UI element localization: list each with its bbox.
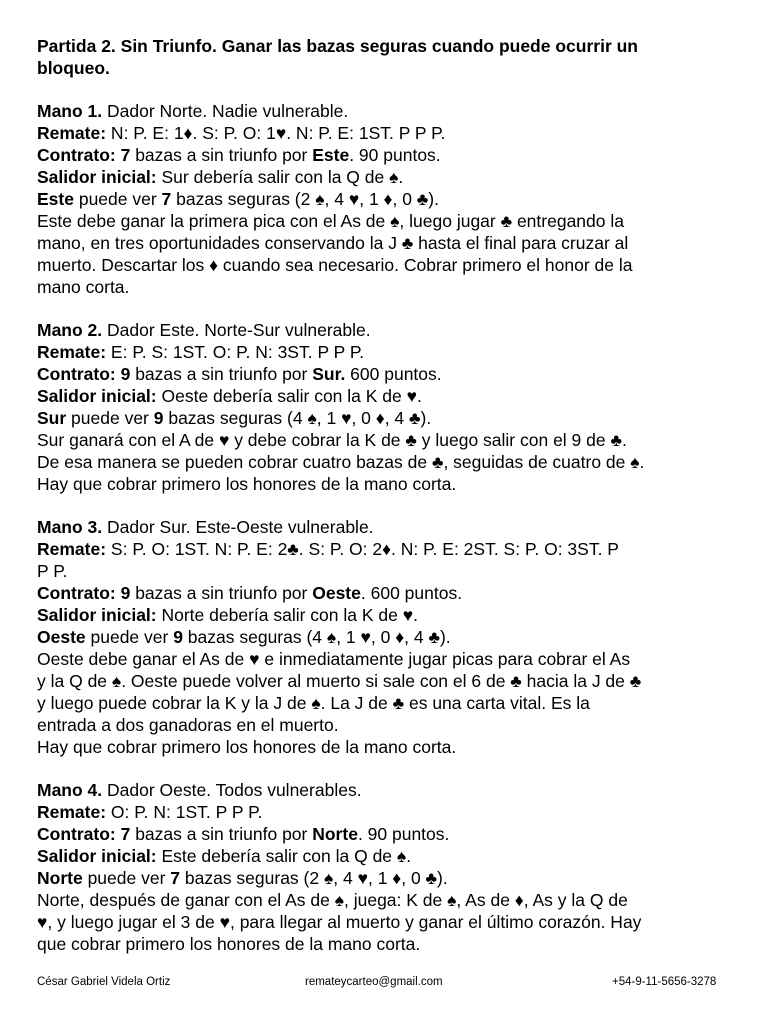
section-gap bbox=[37, 495, 737, 516]
bold-segment: Norte bbox=[312, 824, 358, 844]
hand-section-3 bbox=[37, 516, 737, 758]
bold-segment: Mano 1. bbox=[37, 101, 103, 121]
text-line bbox=[37, 254, 737, 276]
bold-segment: Contrato: 7 bbox=[37, 824, 131, 844]
hand-section-4 bbox=[37, 779, 737, 955]
text-segment: Dador Oeste. Todos vulnerables. bbox=[102, 780, 362, 800]
text-segment: Dador Norte. Nadie vulnerable. bbox=[102, 101, 349, 121]
text-line bbox=[37, 823, 737, 845]
text-line bbox=[37, 626, 737, 648]
bold-segment: Contrato: 7 bbox=[37, 145, 131, 165]
text-line bbox=[37, 560, 737, 582]
text-segment: Este debería salir con la Q de ♠. bbox=[156, 846, 412, 866]
bold-segment: 7 bbox=[170, 868, 180, 888]
text-line bbox=[37, 933, 737, 955]
text-segment: 600 puntos. bbox=[345, 364, 442, 384]
text-line bbox=[37, 144, 737, 166]
text-line bbox=[37, 582, 737, 604]
hand-section-2 bbox=[37, 319, 737, 495]
text-segment: Hay que cobrar primero los honores de la mano corta. bbox=[37, 737, 457, 757]
bold-segment: Salidor inicial: bbox=[37, 167, 157, 187]
document-body bbox=[37, 100, 737, 955]
text-line bbox=[37, 911, 737, 933]
title-line: Partida 2. Sin Triunfo. Ganar las bazas seguras cuando puede ocurrir un bbox=[37, 36, 638, 56]
bold-segment: 9 bbox=[173, 627, 183, 647]
footer-phone: +54-9-11-5656-3278 bbox=[612, 976, 717, 988]
text-segment: y la Q de ♠. Oeste puede volver al muerto si sale con el 6 de ♣ hacia la J de ♣ bbox=[37, 671, 642, 691]
bold-segment: Oeste bbox=[312, 583, 361, 603]
text-line bbox=[37, 429, 737, 451]
bold-segment: Sur. bbox=[312, 364, 346, 384]
text-line bbox=[37, 516, 737, 538]
text-segment: entrada a dos ganadoras en el muerto. bbox=[37, 715, 339, 735]
text-segment: . 90 puntos. bbox=[357, 824, 450, 844]
text-line bbox=[37, 407, 737, 429]
bold-segment: Salidor inicial: bbox=[37, 605, 157, 625]
bold-segment: Mano 3. bbox=[37, 517, 103, 537]
bold-segment: Remate: bbox=[37, 539, 107, 559]
text-segment: bazas a sin triunfo por bbox=[130, 145, 313, 165]
text-segment: mano, en tres oportunidades conservando la J ♣ hasta el final para cruzar al bbox=[37, 233, 629, 253]
text-segment: O: P. N: 1ST. P P P. bbox=[106, 802, 263, 822]
bold-segment: Sur bbox=[37, 408, 67, 428]
text-segment: P P. bbox=[37, 561, 68, 581]
text-line bbox=[37, 188, 737, 210]
text-line bbox=[37, 122, 737, 144]
text-line bbox=[37, 801, 737, 823]
text-segment: bazas a sin triunfo por bbox=[130, 364, 313, 384]
text-line bbox=[37, 319, 737, 341]
text-segment: bazas seguras (4 ♠, 1 ♥, 0 ♦, 4 ♣). bbox=[182, 627, 451, 647]
bold-segment: Salidor inicial: bbox=[37, 846, 157, 866]
text-segment: puede ver bbox=[73, 189, 162, 209]
text-segment: De esa manera se pueden cobrar cuatro bazas de ♣, seguidas de cuatro de ♠. bbox=[37, 452, 645, 472]
bold-segment: Remate: bbox=[37, 123, 107, 143]
bold-segment: 9 bbox=[153, 408, 164, 428]
text-line bbox=[37, 451, 737, 473]
section-gap bbox=[37, 758, 737, 779]
text-line bbox=[37, 648, 737, 670]
text-line bbox=[37, 100, 737, 122]
text-line bbox=[37, 166, 737, 188]
text-segment: Este debe ganar la primera pica con el As de ♠, luego jugar ♣ entregando la bbox=[37, 211, 624, 231]
bold-segment: Mano 2. bbox=[37, 320, 103, 340]
bold-segment: Oeste bbox=[37, 627, 86, 647]
text-line bbox=[37, 538, 737, 560]
text-line bbox=[37, 845, 737, 867]
text-segment: Norte debería salir con la K de ♥. bbox=[156, 605, 418, 625]
text-line bbox=[37, 473, 737, 495]
text-line bbox=[37, 736, 737, 758]
text-line bbox=[37, 779, 737, 801]
text-segment: E: P. S: 1ST. O: P. N: 3ST. P P P. bbox=[106, 342, 365, 362]
text-line bbox=[37, 341, 737, 363]
text-segment: Oeste debe ganar el As de ♥ e inmediatamente jugar picas para cobrar el As bbox=[37, 649, 631, 669]
text-segment: puede ver bbox=[66, 408, 154, 428]
text-segment: muerto. Descartar los ♦ cuando sea necesario. Cobrar primero el honor de la bbox=[37, 255, 633, 275]
text-segment: Sur ganará con el A de ♥ y debe cobrar la K de ♣ y luego salir con el 9 de ♣. bbox=[37, 430, 627, 450]
bold-segment: Remate: bbox=[37, 802, 107, 822]
text-segment: . 600 puntos. bbox=[360, 583, 463, 603]
bold-segment: Norte bbox=[37, 868, 83, 888]
footer-email[interactable]: remateycarteo@gmail.com bbox=[305, 976, 443, 988]
document-title bbox=[37, 35, 737, 79]
bold-segment: 7 bbox=[161, 189, 172, 209]
title-line: bloqueo. bbox=[37, 58, 110, 78]
section-gap bbox=[37, 298, 737, 319]
text-segment: puede ver bbox=[85, 627, 174, 647]
text-segment: bazas seguras (4 ♠, 1 ♥, 0 ♦, 4 ♣). bbox=[163, 408, 432, 428]
text-segment: bazas a sin triunfo por bbox=[130, 824, 313, 844]
text-line bbox=[37, 363, 737, 385]
text-segment: Dador Este. Norte-Sur vulnerable. bbox=[102, 320, 371, 340]
bold-segment: Mano 4. bbox=[37, 780, 103, 800]
text-segment: . 90 puntos. bbox=[349, 145, 441, 165]
text-segment: Dador Sur. Este-Oeste vulnerable. bbox=[102, 517, 374, 537]
text-segment: mano corta. bbox=[37, 277, 130, 297]
text-segment: bazas seguras (2 ♠, 4 ♥, 1 ♦, 0 ♣). bbox=[180, 868, 448, 888]
text-line bbox=[37, 670, 737, 692]
text-segment: puede ver bbox=[82, 868, 171, 888]
text-segment: Oeste debería salir con la K de ♥. bbox=[156, 386, 422, 406]
bold-segment: Este bbox=[312, 145, 350, 165]
text-line bbox=[37, 210, 737, 232]
text-line bbox=[37, 276, 737, 298]
text-line bbox=[37, 232, 737, 254]
bold-segment: Contrato: 9 bbox=[37, 583, 131, 603]
text-line bbox=[37, 714, 737, 736]
text-segment: bazas a sin triunfo por bbox=[130, 583, 313, 603]
hand-section-1 bbox=[37, 100, 737, 298]
text-segment: bazas seguras (2 ♠, 4 ♥, 1 ♦, 0 ♣). bbox=[171, 189, 439, 209]
bold-segment: Contrato: 9 bbox=[37, 364, 131, 384]
text-segment: S: P. O: 1ST. N: P. E: 2♣. S: P. O: 2♦. N: P. E: 2ST. S: P. O: 3ST. P bbox=[106, 539, 619, 559]
text-segment: y luego puede cobrar la K y la J de ♠. La J de ♣ es una carta vital. Es la bbox=[37, 693, 590, 713]
text-line bbox=[37, 867, 737, 889]
text-line bbox=[37, 385, 737, 407]
footer-author: César Gabriel Videla Ortiz bbox=[37, 976, 171, 988]
text-segment: N: P. E: 1♦. S: P. O: 1♥. N: P. E: 1ST. P P P. bbox=[106, 123, 446, 143]
text-segment: ♥, y luego jugar el 3 de ♥, para llegar al muerto y ganar el último corazón. Hay bbox=[37, 912, 642, 932]
page-footer bbox=[0, 974, 768, 990]
text-line bbox=[37, 889, 737, 911]
text-segment: que cobrar primero los honores de la mano corta. bbox=[37, 934, 421, 954]
bold-segment: Este bbox=[37, 189, 74, 209]
text-line bbox=[37, 604, 737, 626]
text-segment: Sur debería salir con la Q de ♠. bbox=[156, 167, 404, 187]
text-line bbox=[37, 692, 737, 714]
bold-segment: Salidor inicial: bbox=[37, 386, 157, 406]
bold-segment: Remate: bbox=[37, 342, 107, 362]
text-segment: Hay que cobrar primero los honores de la mano corta. bbox=[37, 474, 457, 494]
text-segment: Norte, después de ganar con el As de ♠, juega: K de ♠, As de ♦, As y la Q de bbox=[37, 890, 628, 910]
